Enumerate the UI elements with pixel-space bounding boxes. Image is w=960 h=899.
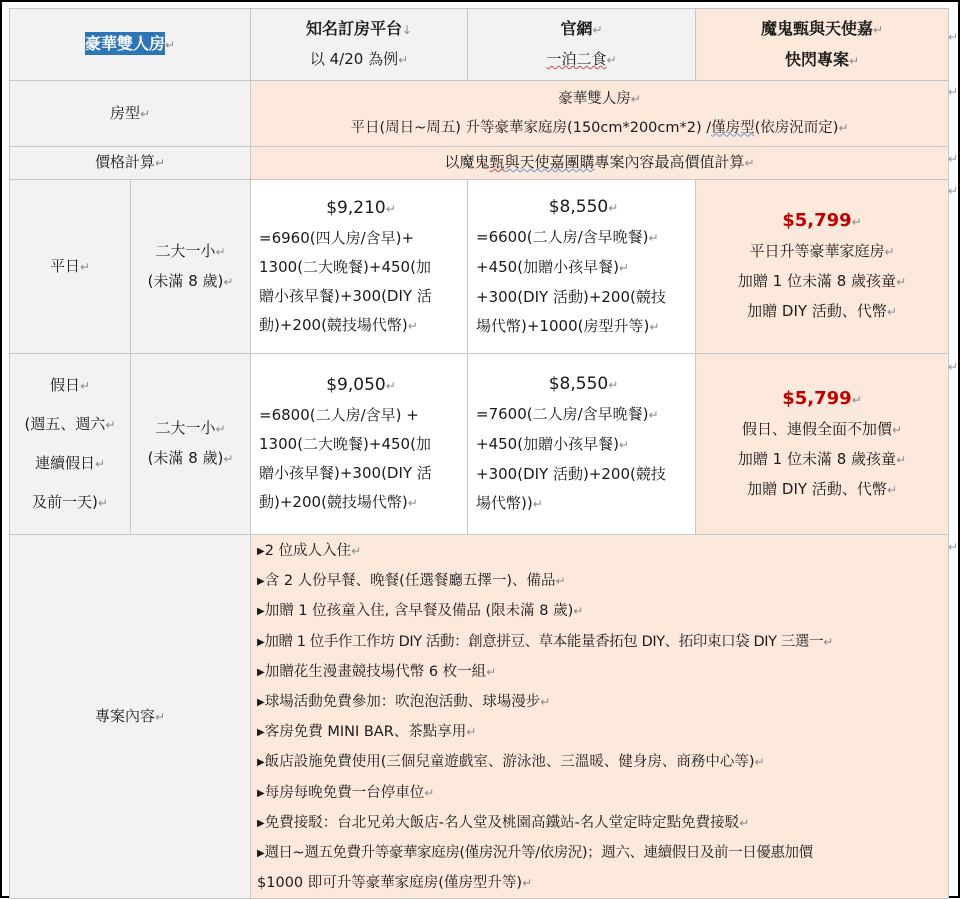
paragraph-mark-icon: ↵: [838, 120, 849, 135]
price-value: $8,550: [548, 196, 609, 217]
weekend-label-line: 及前一天): [32, 493, 98, 511]
paragraph-mark-icon: ↵: [223, 274, 234, 289]
calc-line: 贈小孩早餐)+300(DIY 活: [259, 286, 432, 305]
list-item: [257, 718, 944, 748]
list-item-text: $1000 即可升等豪華家庭房(僅房型升等): [257, 875, 523, 892]
room-type-line1: 豪華雙人房: [558, 90, 631, 107]
promo-line: 假日、連假全面不加價: [741, 419, 892, 438]
row-end-mark-icon: ↵: [947, 184, 958, 198]
calc-line: [476, 400, 691, 430]
paragraph-mark-icon: ↵: [891, 422, 903, 437]
paragraph-mark-icon: ↵: [886, 482, 897, 497]
price-value: $8,550: [548, 374, 609, 394]
header-promo[interactable]: [696, 9, 949, 81]
weekend-label-line: 假日: [49, 376, 80, 394]
paragraph-mark-icon: ↵: [851, 215, 862, 229]
calc-line: 1300(二大晚餐)+450(加: [259, 257, 431, 276]
room-type-label-cell[interactable]: [10, 81, 251, 147]
paragraph-mark-icon: ↵: [154, 709, 166, 724]
calc-line-text: =7600(二人房/含早晚餐): [476, 405, 649, 423]
paragraph-mark-icon: ↵: [164, 38, 176, 52]
list-item-text: 客房免費 MINI BAR、茶點享用: [264, 724, 467, 741]
paragraph-mark-icon: ↵: [606, 53, 617, 67]
paragraph-mark-icon: ↵: [154, 156, 166, 170]
calc-line: =6800(二人房/含早) +: [259, 406, 419, 424]
paragraph-mark-icon: ↵: [398, 53, 409, 67]
room-type-line2-squig: 僅房型: [711, 119, 755, 136]
weekday-guests-line2: (未滿 8 歲): [147, 271, 224, 290]
line-break-mark-icon: ↓: [401, 23, 413, 37]
row-end-mark-icon: ↵: [947, 30, 958, 44]
list-item-continuation: [257, 869, 944, 898]
corner-label[interactable]: 豪華雙人房: [84, 34, 165, 53]
price-calc-row: [10, 147, 949, 180]
calc-line: 1300(二大晚餐)+450(加: [259, 435, 431, 453]
calc-line-text: =6600(二人房/含早晚餐): [476, 227, 649, 246]
bullet-triangle-icon: ▶: [257, 546, 265, 557]
paragraph-mark-icon: ↵: [649, 319, 660, 334]
paragraph-mark-icon: ↵: [851, 392, 862, 407]
calc-line-text: +450(加贈小孩早餐): [476, 257, 619, 276]
weekday-guests-cell[interactable]: [131, 180, 251, 354]
list-item: [257, 658, 944, 688]
paragraph-mark-icon: ↵: [385, 201, 396, 216]
paragraph-mark-icon: ↵: [648, 230, 659, 245]
platform-subtitle: 以 4/20 為例: [309, 50, 399, 68]
weekend-guests-line1: 二大一小: [155, 419, 216, 437]
price-calc-text-squig-red: 甄: [489, 153, 505, 171]
weekend-label-cell[interactable]: [10, 354, 131, 535]
bullet-triangle-icon: ▶: [257, 757, 265, 769]
weekend-official-cell[interactable]: [468, 354, 696, 535]
weekend-platform-price: [259, 370, 463, 401]
bullet-triangle-icon: ▶: [257, 848, 265, 860]
list-item-text: 球場活動免費參加：吹泡泡活動、球場漫步: [264, 694, 541, 711]
paragraph-mark-icon: ↵: [848, 53, 860, 68]
list-item: [257, 809, 944, 839]
promo-title: 魔鬼甄與天使嘉: [760, 18, 873, 38]
paragraph-mark-icon: ↵: [648, 408, 659, 422]
weekday-label-cell[interactable]: [10, 180, 131, 354]
package-row: [10, 535, 949, 899]
official-title: 官網: [560, 19, 593, 38]
weekend-official-price: [476, 369, 691, 400]
calc-line-text: 場代幣)+1000(房型升等): [476, 316, 650, 335]
price-value: $9,050: [326, 375, 386, 395]
package-label: 專案內容: [94, 706, 155, 725]
row-end-mark-icon: ↵: [947, 360, 958, 374]
bullet-triangle-icon: ▶: [257, 817, 265, 829]
room-type-value-cell[interactable]: [251, 81, 949, 147]
paragraph-mark-icon: ↵: [223, 452, 234, 466]
weekday-platform-price: [259, 193, 463, 224]
price-calc-text-squig: 與天使嘉團購: [504, 153, 595, 171]
price-calc-label: 價格計算: [94, 153, 155, 171]
paragraph-mark-icon: ↵: [215, 244, 226, 259]
paragraph-mark-icon: ↵: [522, 876, 533, 891]
paragraph-mark-icon: ↵: [540, 695, 551, 710]
promo-line: 加贈 1 位未滿 8 歲孩童: [737, 272, 897, 290]
calc-line: [476, 430, 691, 460]
paragraph-mark-icon: ↵: [884, 245, 895, 259]
weekday-official-cell[interactable]: [468, 180, 696, 354]
calc-line: [259, 311, 463, 341]
official-subtitle: 一泊二食: [546, 50, 607, 68]
paragraph-mark-icon: ↵: [139, 106, 151, 121]
promo-line: 加贈 DIY 活動、代幣: [747, 302, 887, 320]
calc-line-text: 動)+200(競技場代幣): [259, 315, 408, 334]
price-value: $9,210: [326, 197, 386, 218]
list-item-text: 免費接駁：台北兄弟大飯店-名人堂及桃園高鐵站-名人堂定時定點免費接駁: [264, 814, 740, 831]
paragraph-mark-icon: ↵: [486, 664, 497, 679]
calc-line: +300(DIY 活動)+200(競技: [476, 287, 666, 306]
paragraph-mark-icon: ↵: [896, 275, 907, 289]
list-item: [257, 779, 944, 809]
price-calc-value-cell[interactable]: [251, 147, 949, 180]
paragraph-mark-icon: ↵: [555, 574, 566, 589]
promo-line: 加贈 DIY 活動、代幣: [747, 479, 887, 498]
price-calc-label-cell[interactable]: [10, 147, 251, 180]
package-label-cell[interactable]: [10, 535, 251, 899]
paragraph-mark-icon: ↵: [407, 318, 418, 333]
comparison-table: [9, 8, 949, 899]
calc-line: [476, 312, 691, 342]
paragraph-mark-icon: ↵: [744, 156, 755, 170]
room-type-line2-suffix: (依房況而定): [754, 119, 839, 136]
weekday-platform-cell[interactable]: [251, 180, 468, 354]
bullet-triangle-icon: ▶: [257, 576, 265, 588]
list-item: [257, 688, 944, 718]
room-type-label: 房型: [109, 103, 140, 122]
calc-line: 贈小孩早餐)+300(DIY 活: [259, 464, 432, 482]
list-item-text: 含 2 人份早餐、晚餐(任選餐廳五擇一)、備品: [264, 573, 556, 590]
bullet-triangle-icon: ▶: [257, 606, 265, 618]
paragraph-mark-icon: ↵: [94, 457, 106, 471]
paragraph-mark-icon: ↵: [105, 418, 116, 432]
calc-line-text: 場代幣)): [476, 494, 533, 512]
calc-line: +300(DIY 活動)+200(競技: [476, 465, 666, 483]
paragraph-mark-icon: ↵: [754, 755, 765, 770]
room-type-row: [10, 81, 949, 147]
package-list-cell[interactable]: [251, 535, 949, 899]
bullet-triangle-icon: ▶: [257, 666, 265, 678]
row-end-mark-icon: ↵: [947, 85, 958, 99]
paragraph-mark-icon: ↵: [532, 497, 543, 511]
paragraph-mark-icon: ↵: [79, 379, 91, 393]
paragraph-mark-icon: ↵: [351, 544, 362, 558]
list-item: [257, 839, 944, 869]
list-item-text: 加贈 1 位手作工作坊 DIY 活動：創意拼豆、草本能量香拓包 DIY、拓印束口袋 DIY 三選一: [264, 633, 824, 650]
promo-subtitle: 快閃專案: [784, 49, 849, 69]
bullet-triangle-icon: ▶: [257, 636, 265, 648]
header-platform[interactable]: [251, 9, 468, 81]
weekday-promo-price: $5,799: [782, 210, 852, 231]
list-item: [257, 748, 944, 778]
paragraph-mark-icon: ↵: [823, 634, 833, 649]
row-end-mark-icon: ↵: [947, 540, 958, 554]
weekend-row: [10, 354, 949, 535]
paragraph-mark-icon: ↵: [573, 604, 584, 619]
calc-line: [476, 253, 691, 283]
calc-line-text: 動)+200(競技場代幣): [259, 493, 408, 511]
promo-line: 平日升等豪華家庭房: [749, 242, 885, 260]
weekend-platform-cell[interactable]: [251, 354, 468, 535]
weekday-guests-line1: 二大一小: [155, 241, 216, 260]
paragraph-mark-icon: ↵: [608, 378, 619, 392]
paragraph-mark-icon: ↵: [407, 496, 418, 510]
paragraph-mark-icon: ↵: [886, 305, 897, 319]
paragraph-mark-icon: ↵: [215, 422, 226, 436]
weekday-label: 平日: [49, 256, 80, 275]
calc-line: [476, 223, 691, 253]
paragraph-mark-icon: ↵: [466, 725, 477, 740]
paragraph-mark-icon: ↵: [739, 815, 750, 830]
paragraph-mark-icon: ↵: [608, 200, 619, 215]
platform-title: 知名訂房平台: [305, 19, 402, 38]
list-item-text: 加贈 1 位孩童入住, 含早餐及備品 (限未滿 8 歲): [264, 603, 574, 620]
list-item: [257, 537, 944, 567]
weekday-promo-cell[interactable]: [696, 180, 949, 354]
paragraph-mark-icon: ↵: [630, 91, 641, 106]
paragraph-mark-icon: ↵: [385, 379, 396, 393]
list-item-text: 2 位成人入住: [264, 543, 352, 559]
bullet-triangle-icon: ▶: [257, 787, 265, 799]
list-item-text: 飯店設施免費使用(三個兒童遊戲室、游泳池、三溫暖、健身房、商務中心等): [264, 754, 755, 771]
weekend-guests-line2: (未滿 8 歲): [147, 449, 224, 467]
weekend-label-line: (週五、週六: [24, 415, 106, 433]
header-official[interactable]: [468, 9, 696, 81]
weekend-label-line: 連續假日: [34, 454, 95, 472]
paragraph-mark-icon: ↵: [618, 438, 629, 452]
calc-line-text: +450(加贈小孩早餐): [476, 435, 619, 453]
calc-line: =6960(四人房/含早)+: [259, 228, 415, 247]
room-type-line2-prefix: 平日(周日~周五) 升等豪華家庭房(150cm*200cm*2) /: [350, 119, 712, 136]
list-item-text: 每房每晚免費一台停車位: [264, 784, 425, 801]
list-item-text: 加贈花生漫畫競技場代幣 6 枚一組: [264, 663, 487, 680]
weekday-row: [10, 180, 949, 354]
list-item-text: 週日~週五免費升等豪華家庭房(僅房況升等/依房況)；週六、連續假日及前一日優惠加價: [264, 845, 813, 862]
paragraph-mark-icon: ↵: [592, 23, 603, 37]
list-item: [257, 597, 944, 627]
weekend-promo-cell[interactable]: [696, 354, 949, 535]
paragraph-mark-icon: ↵: [97, 496, 108, 510]
paragraph-mark-icon: ↵: [872, 22, 884, 37]
bullet-triangle-icon: ▶: [257, 697, 265, 709]
paragraph-mark-icon: ↵: [618, 260, 629, 275]
list-item: [257, 567, 944, 597]
list-item: [257, 628, 944, 658]
price-calc-text-prefix: 以魔鬼: [444, 153, 490, 171]
paragraph-mark-icon: ↵: [896, 452, 907, 467]
corner-cell[interactable]: [10, 9, 251, 81]
paragraph-mark-icon: ↵: [79, 259, 91, 274]
row-end-mark-icon: ↵: [947, 152, 958, 166]
paragraph-mark-icon: ↵: [424, 785, 435, 800]
weekend-promo-price: $5,799: [782, 387, 852, 409]
header-row: [10, 9, 949, 81]
bullet-triangle-icon: ▶: [257, 727, 265, 739]
calc-line: [259, 488, 463, 518]
calc-line: [476, 489, 691, 519]
price-calc-text-suffix: 專案內容最高價值計算: [594, 153, 745, 171]
promo-line: 加贈 1 位未滿 8 歲孩童: [737, 449, 897, 468]
weekend-guests-cell[interactable]: [131, 354, 251, 535]
weekday-official-price: [476, 192, 691, 223]
